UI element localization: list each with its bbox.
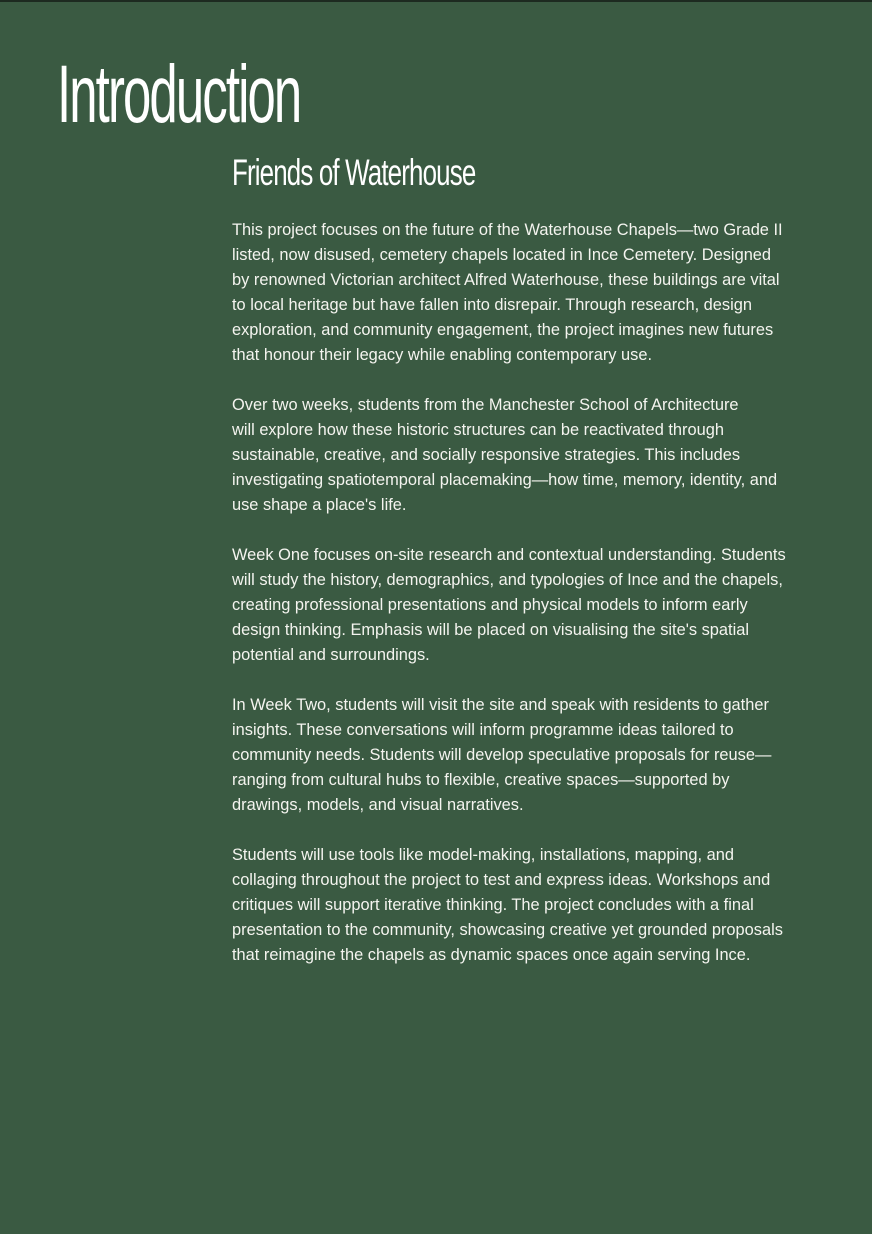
paragraph-week-two (232, 693, 822, 818)
text-line: will explore how these historic structures can be reactivated through (232, 421, 724, 439)
text-line: that honour their legacy while enabling contemporary use. (232, 346, 653, 364)
text-line: presentation to the community, showcasing creative yet grounded proposals (232, 921, 783, 939)
text-line: investigating spatiotemporal placemaking—how time, memory, identity, and (232, 471, 778, 489)
text-line: critiques will support iterative thinking. The project concludes with a final (232, 896, 754, 914)
text-line: will study the history, demographics, and typologies of Ince and the chapels, (232, 571, 783, 589)
paragraph-two-weeks (232, 393, 822, 518)
text-line: This project focuses on the future of the Waterhouse Chapels—two Grade II (232, 221, 783, 239)
page-title: Introduction (57, 49, 301, 140)
text-line: sustainable, creative, and socially responsive strategies. This includes (232, 446, 741, 464)
paragraph-week-one (232, 543, 822, 668)
text-line: Over two weeks, students from the Manchester School of Architecture (232, 396, 739, 414)
top-border-rule (0, 0, 872, 2)
text-line: exploration, and community engagement, the project imagines new futures (232, 321, 774, 339)
paragraph-tools (232, 843, 822, 968)
text-line: design thinking. Emphasis will be placed on visualising the site's spatial (232, 621, 749, 639)
paragraph-project-overview (232, 218, 822, 368)
text-line: community needs. Students will develop speculative proposals for reuse— (232, 746, 772, 764)
body-text (232, 218, 822, 993)
text-line: to local heritage but have fallen into disrepair. Through research, design (232, 296, 752, 314)
text-line: ranging from cultural hubs to flexible, creative spaces—supported by (232, 771, 730, 789)
text-line: insights. These conversations will inform programme ideas tailored to (232, 721, 734, 739)
text-line: listed, now disused, cemetery chapels located in Ince Cemetery. Designed (232, 246, 772, 264)
text-line: In Week Two, students will visit the site and speak with residents to gather (232, 696, 769, 714)
section-subtitle: Friends of Waterhouse (232, 152, 476, 193)
text-line: by renowned Victorian architect Alfred Waterhouse, these buildings are vital (232, 271, 780, 289)
text-line: potential and surroundings. (232, 646, 430, 664)
text-line: collaging throughout the project to test and express ideas. Workshops and (232, 871, 771, 889)
text-line: Students will use tools like model-making, installations, mapping, and (232, 846, 734, 864)
text-line: Week One focuses on-site research and contextual understanding. Students (232, 546, 786, 564)
text-line: drawings, models, and visual narratives. (232, 796, 524, 814)
text-line: that reimagine the chapels as dynamic spaces once again serving Ince. (232, 946, 751, 964)
text-line: creating professional presentations and physical models to inform early (232, 596, 748, 614)
text-line: use shape a place's life. (232, 496, 407, 514)
